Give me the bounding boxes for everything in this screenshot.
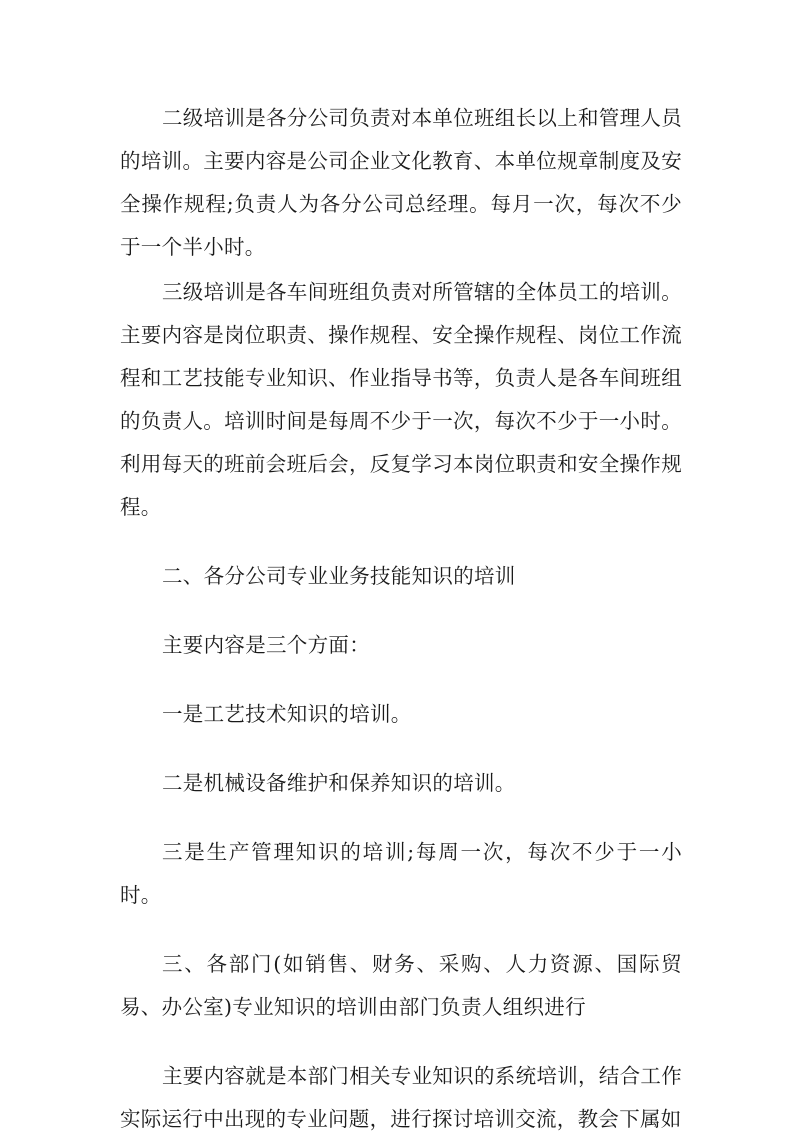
list-item-1: 一是工艺技术知识的培训。	[162, 702, 412, 726]
section-heading-3: 三、各部门(如销售、财务、采购、人力资源、国际贸易、办公室)专业知识的培训由部门负责人组织进行	[120, 952, 682, 1019]
paragraph-tertiary-training: 三级培训是各车间班组负责对所管辖的全体员工的培训。主要内容是岗位职责、操作规程、安全操作规程、岗位工作流程和工艺技能专业知识、作业指导书等，负责人是各车间班组的负责人。培训时间是每周不少于一次，每次不少于一小时。利用每天的班前会班后会，反复学习本岗位职责和安全操作规程。	[120, 280, 682, 519]
paragraph-secondary-training: 二级培训是各分公司负责对本单位班组长以上和管理人员的培训。主要内容是公司企业文化教育、本单位规章制度及安全操作规程;负责人为各分公司总经理。每月一次，每次不少于一个半小时。	[120, 106, 682, 259]
paragraph-department-training: 主要内容就是本部门相关专业知识的系统培训，结合工作实际运行中出现的专业问题，进行探讨培训交流，教会下属如	[120, 1064, 682, 1131]
document-page	[120, 97, 682, 1141]
list-item-2: 二是机械设备维护和保养知识的培训。	[162, 771, 516, 795]
section-heading-2: 二、各分公司专业业务技能知识的培训	[162, 564, 516, 588]
paragraph-three-aspects: 主要内容是三个方面：	[162, 633, 370, 657]
list-item-3: 三是生产管理知识的培训;每周一次，每次不少于一小时。	[120, 840, 682, 907]
